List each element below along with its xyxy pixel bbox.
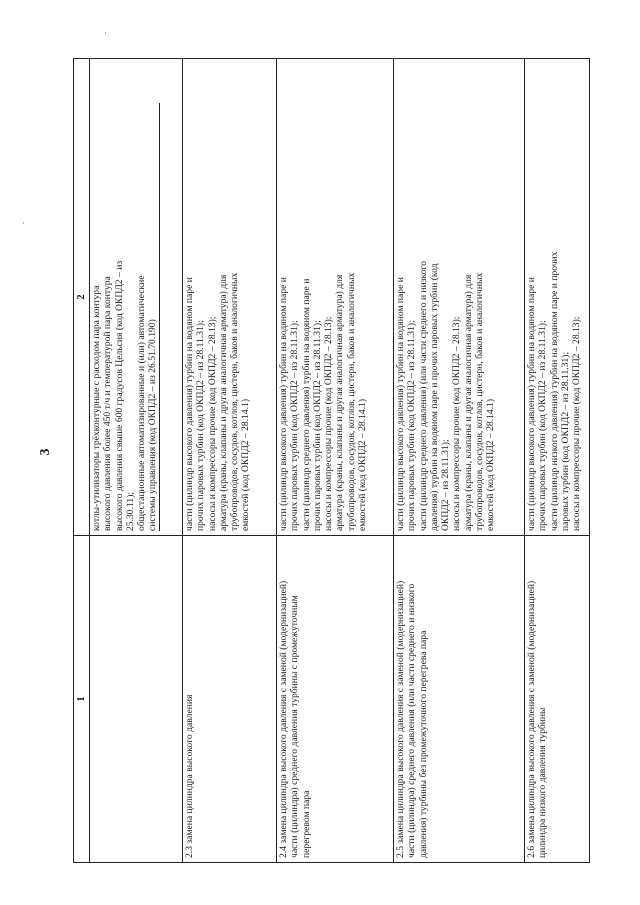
scan-speck: ·	[22, 218, 25, 228]
column-header-2: 2	[74, 59, 90, 536]
cell-col2	[277, 59, 394, 536]
table-row	[525, 59, 590, 863]
cell-col1-continuation	[90, 536, 183, 863]
text-line: насосы и компрессоры прочие (код ОКПД2 – 28.13);	[206, 316, 218, 531]
table-header-row	[74, 59, 90, 863]
cell-col1	[277, 536, 394, 863]
text-line: 2.4 замена цилиндра высокого давления с заменой (модернизацией)	[278, 580, 289, 858]
text-line: части (цилиндр высокого давления) турбин на водяном паре и	[184, 277, 195, 531]
text-line: насосы и компрессоры прочие (код ОКПД2 – 28.13);	[571, 316, 583, 531]
table-row	[183, 59, 277, 863]
equipment-table	[73, 58, 590, 863]
table-row-continuation	[90, 59, 183, 863]
text-line: прочих паровых турбин (код ОКПД2 – из 28.11.31);	[195, 320, 207, 531]
text-line: паровых турбин (код ОКПД2 – из 28.11.31);	[559, 351, 571, 531]
text-line: части (цилиндр высокого давления) турбин на водяном паре и	[395, 277, 406, 531]
text-line: части (цилиндра) среднего давления турбины с промежуточным	[289, 595, 301, 858]
table-row	[277, 59, 394, 863]
text-line: 2.3 замена цилиндра высокого давления	[184, 694, 195, 858]
text-line: части (цилиндр высокого давления) турбин на водяном паре и	[526, 277, 537, 531]
table-row	[394, 59, 525, 863]
scan-speck: ·	[104, 28, 107, 38]
text-line: арматура (краны, клапаны и другая аналогичная арматура) для	[462, 274, 474, 531]
text-line: системы управления (код ОКПД2 – из 26.51.70.190)	[147, 103, 159, 531]
text-line: общестационные автоматизированные и (или) автоматические	[136, 275, 148, 531]
text-line: 2.6 замена цилиндра высокого давления с заменой (модернизацией)	[526, 580, 537, 858]
text-line: прочих паровых турбин (код ОКПД2 – из 28.11.31);	[289, 320, 301, 531]
text-line: давления) турбин на водяном паре и прочих паровых турбин (код	[428, 263, 440, 531]
column-header-1: 1	[74, 536, 90, 863]
text-line: части (цилиндра) среднего давления (или части среднего и низкого	[406, 583, 418, 858]
text-line: высокого давления свыше 600 градусов Цельсия (код ОКПД2 – из	[113, 260, 125, 531]
page-number: 3	[38, 448, 53, 456]
text-line: части (цилиндр среднего давления) (или части среднего и низкого	[417, 261, 429, 531]
cell-col1	[525, 536, 590, 863]
text-line: насосы и компрессоры прочие (код ОКПД2 – 28.13);	[323, 316, 335, 531]
text-line: ОКПД2 – из 28.11.31);	[440, 439, 452, 531]
text-line: трубопроводов, сосудов, котлов, цистерн, баков и аналогичных	[474, 272, 486, 531]
text-line: емкостей (код ОКПД2 – 28.14.1)	[357, 398, 369, 531]
rotated-table-wrapper	[73, 59, 590, 863]
text-line: прочих паровых турбин (код ОКПД2 – из 28.11.31);	[311, 320, 323, 531]
cell-col2	[525, 59, 590, 536]
text-line: давления) турбины без промежуточного перегрева пара	[417, 630, 429, 858]
cell-col2	[394, 59, 525, 536]
text-line: части (цилиндр высокого давления) турбин на водяном паре и	[278, 277, 289, 531]
text-line: трубопроводов, сосудов, котлов, цистерн, баков и аналогичных	[229, 272, 241, 531]
text-line: прочих паровых турбин (код ОКПД2 – из 28.11.31);	[537, 320, 549, 531]
text-line: насосы и компрессоры прочие (код ОКПД2 – 28.13);	[451, 316, 463, 531]
text-line: емкостей (код ОКПД2 – 28.14.1)	[240, 398, 252, 531]
text-line: трубопроводов, сосудов, котлов, цистерн, баков и аналогичных	[345, 272, 357, 531]
text-line: прочих паровых турбин (код ОКПД2 – из 28.11.31);	[406, 320, 418, 531]
text-line: перегревом пара	[300, 790, 312, 858]
text-line: емкостей (код ОКПД2 – 28.14.1)	[485, 398, 497, 531]
text-line: 25.30.11);	[124, 491, 136, 531]
text-line: 2.5 замена цилиндра высокого давления с заменой (модернизацией)	[395, 580, 406, 858]
text-line: арматура (краны, клапаны и другая аналогичная арматура) для	[217, 274, 229, 531]
cell-col1	[394, 536, 525, 863]
text-line: цилиндра низкого давления турбины	[537, 707, 549, 858]
text-line: котлы-утилизаторы трёхконтурные с расходом пара контура	[91, 285, 102, 531]
text-line: высокого давления более 450 т/ч и температурой пара контура	[102, 276, 114, 531]
cell-col2-continuation	[90, 59, 183, 536]
text-line: части (цилиндр среднего давления) турбин на водяном паре и	[300, 278, 312, 531]
cell-col1	[183, 536, 277, 863]
cell-col2	[183, 59, 277, 536]
text-line: арматура (краны, клапаны и другая аналогичная арматура) для	[334, 274, 346, 531]
text-line: части (цилиндр низкого давления) турбин на водяном паре и прочих	[548, 251, 560, 531]
